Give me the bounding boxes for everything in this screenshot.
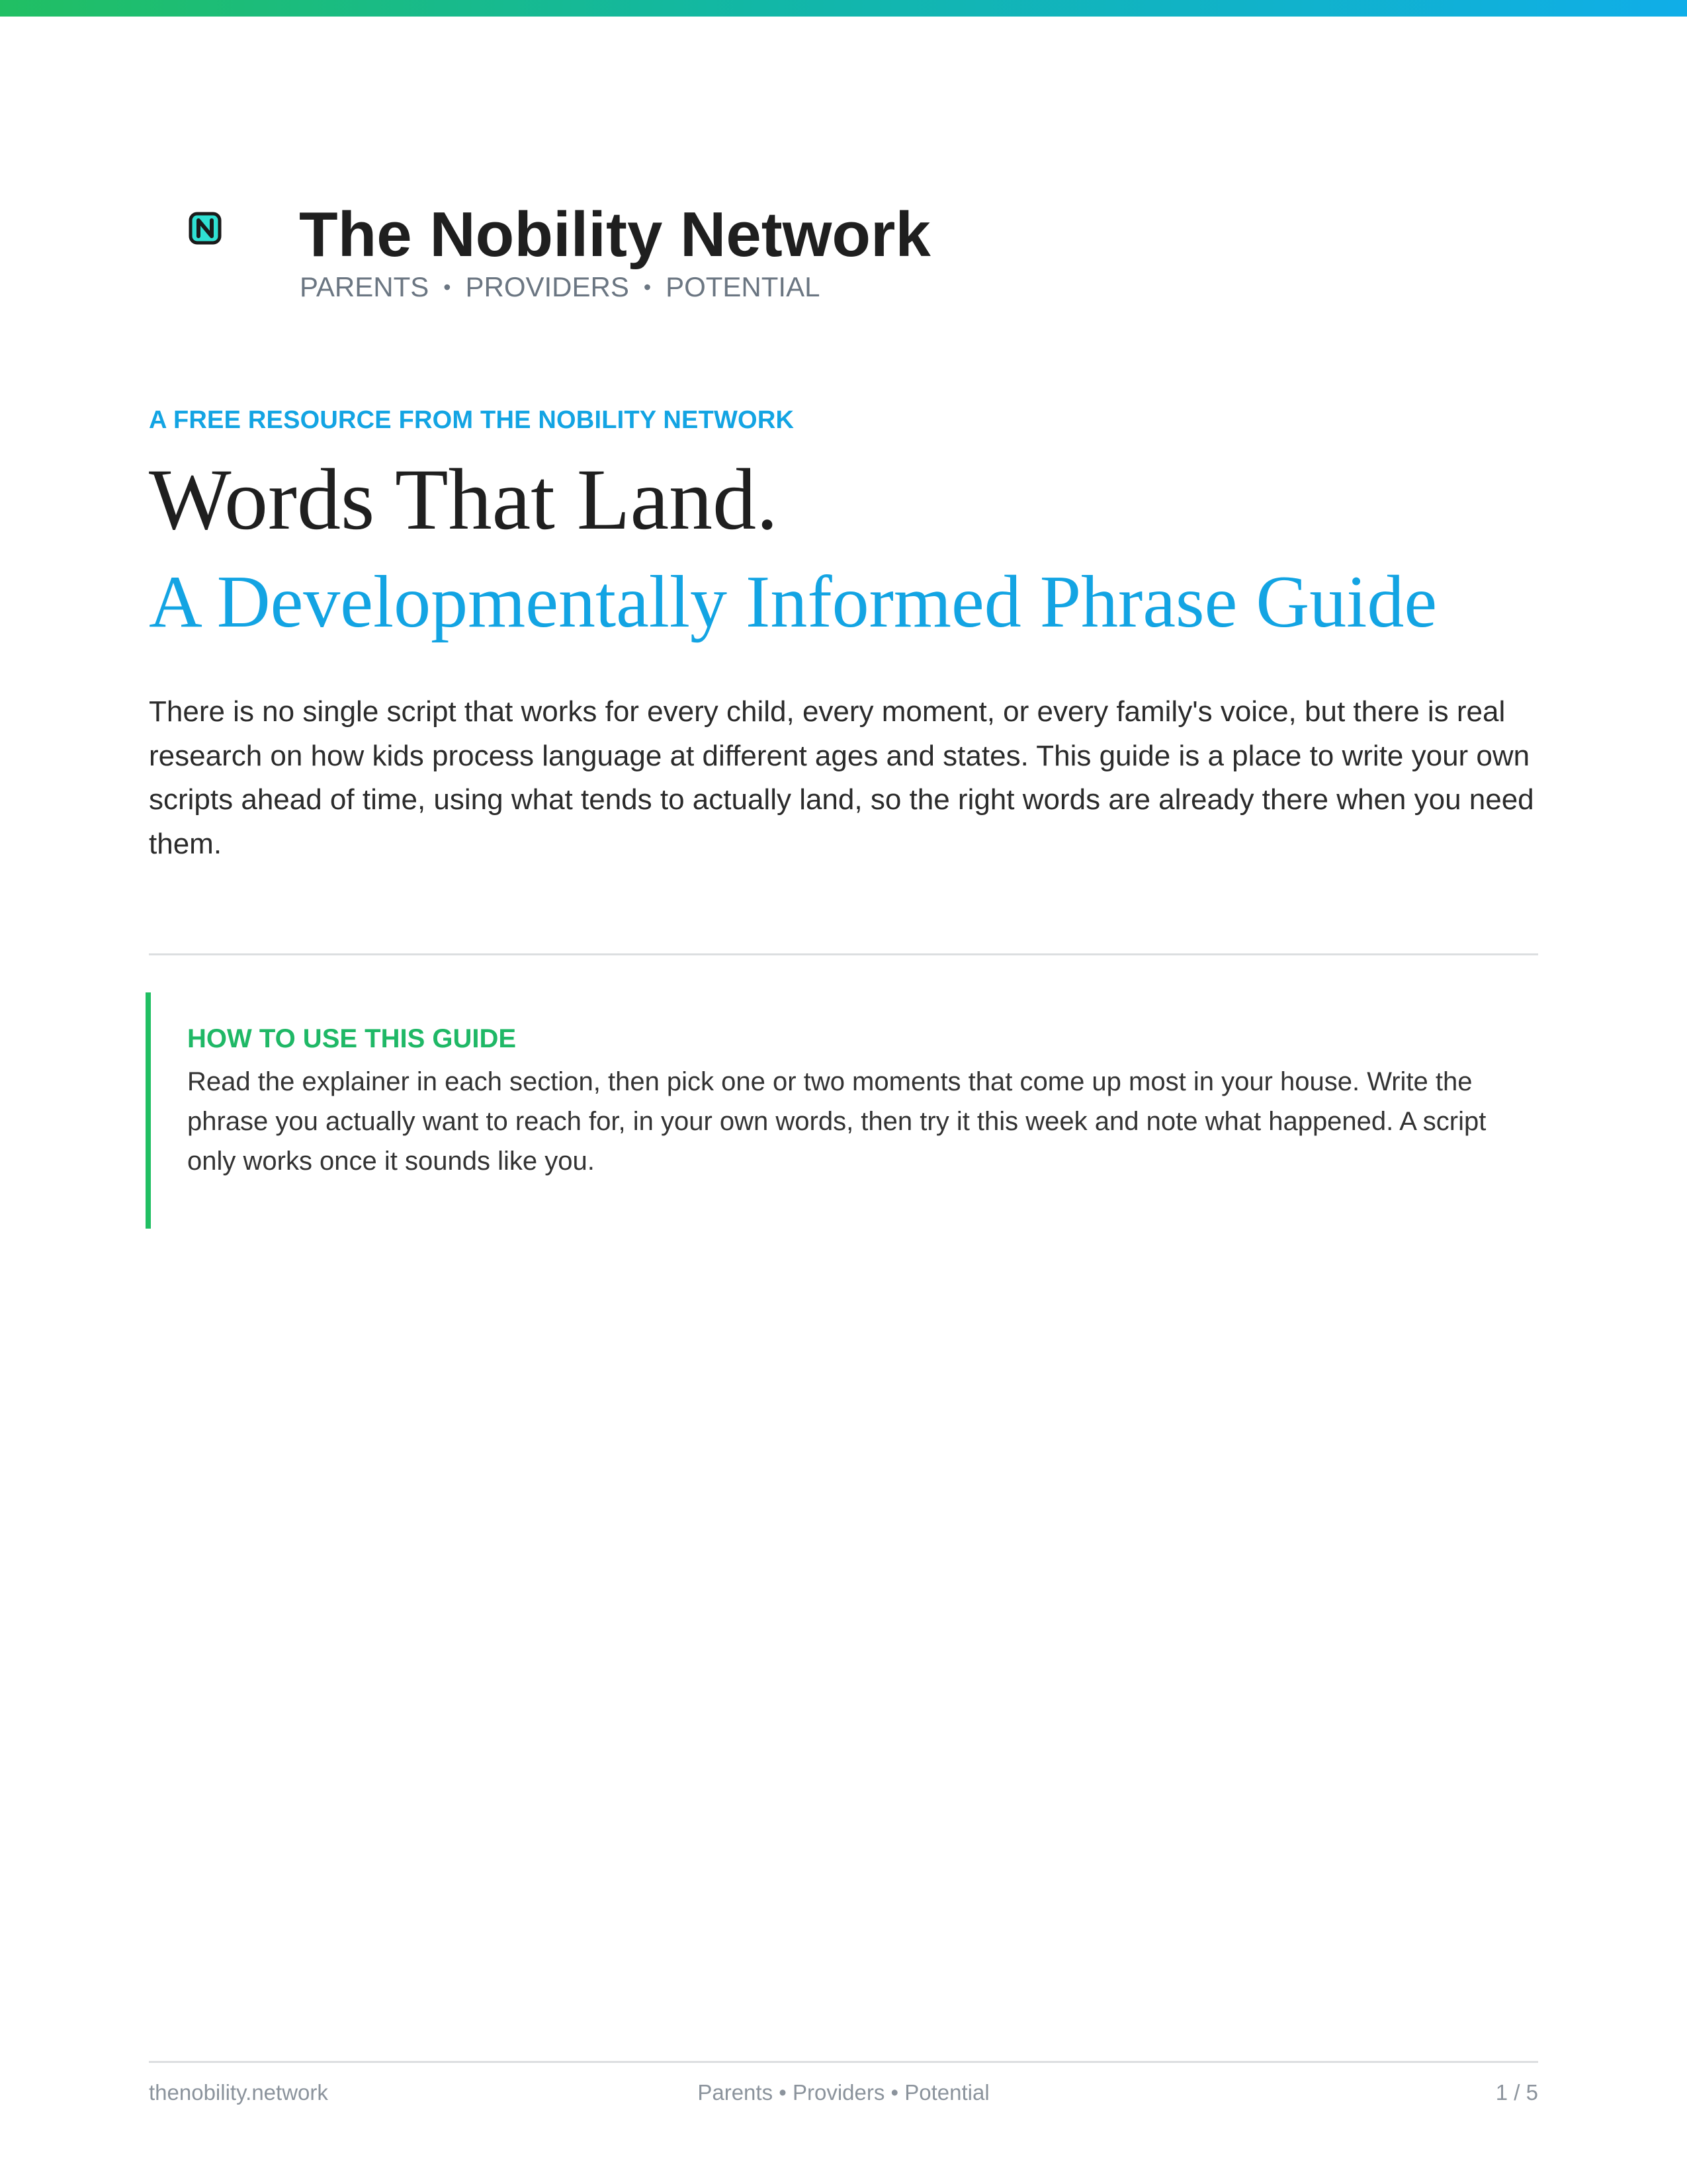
footer-site: thenobility.network [149, 2080, 328, 2105]
tagline-providers: PROVIDERS [465, 271, 629, 302]
callout-heading: HOW TO USE THIS GUIDE [187, 1024, 517, 1053]
tagline-potential: POTENTIAL [666, 271, 820, 302]
brand-tagline [300, 270, 820, 306]
page-title: Words That Land. [149, 451, 779, 548]
section-divider [149, 953, 1538, 955]
page-indicator: 1 / 5 [1495, 2080, 1538, 2105]
logo-icon [185, 208, 225, 248]
intro-paragraph: There is no single script that works for every child, every moment, or every family's voice, but there is real research on how kids process language at different ages and states. This guide is a place to write your own scripts ahead of time, using what tends to actually land, so the right words are already there when you need them. [149, 695, 1534, 860]
page-subtitle: A Developmentally Informed Phrase Guide [149, 561, 1438, 643]
resource-eyebrow: A FREE RESOURCE FROM THE NOBILITY NETWORK [149, 406, 795, 434]
callout-body: Read the explainer in each section, then pick one or two moments that come up most in your house. Write the phrase you actually want to reach for, in your own words, then try it this week and note what happened. A script only works once it sounds like you. [187, 1067, 1487, 1176]
brand-name: The Nobility Network [299, 199, 931, 270]
brand-header [185, 198, 1376, 311]
tagline-parents: PARENTS [300, 271, 429, 302]
tagline-separator: • [443, 275, 451, 299]
footer-tagline: Parents • Providers • Potential [697, 2080, 990, 2105]
footer-divider [149, 2061, 1538, 2063]
how-to-use-callout [146, 992, 1538, 1229]
top-gradient-bar [0, 0, 1687, 17]
tagline-separator: • [643, 275, 652, 299]
